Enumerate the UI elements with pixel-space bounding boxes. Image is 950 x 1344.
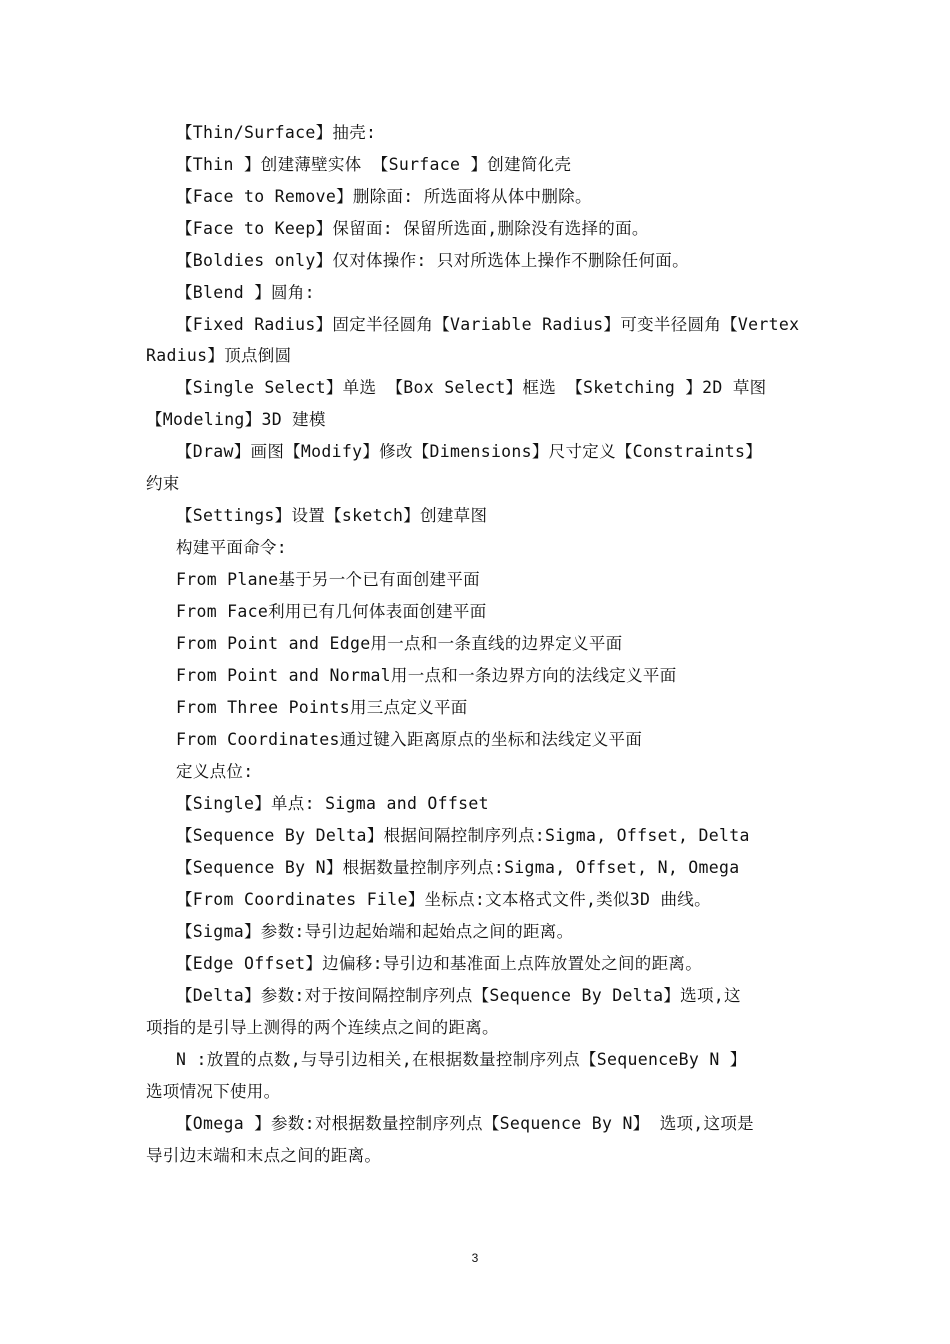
text-line: From Three Points用三点定义平面: [176, 698, 468, 717]
text-line: N :放置的点数,与导引边相关,在根据数量控制序列点【SequenceBy N 】: [176, 1050, 747, 1069]
text-line: 【Draw】画图【Modify】修改【Dimensions】尺寸定义【Constraints】: [176, 442, 763, 461]
text-line: 约束: [146, 474, 180, 493]
text-line: From Plane基于另一个已有面创建平面: [176, 570, 480, 589]
text-line: From Face利用已有几何体表面创建平面: [176, 602, 487, 621]
text-line: 【Face to Keep】保留面: 保留所选面,删除没有选择的面。: [176, 219, 649, 238]
text-line: 【Omega 】参数:对根据数量控制序列点【Sequence By N】 选项,这项是: [176, 1114, 754, 1133]
text-line: 【Blend 】圆角:: [176, 283, 315, 302]
text-line: 【Boldies only】仅对体操作: 只对所选体上操作不删除任何面。: [176, 251, 689, 270]
text-line: 【Single】单点: Sigma and Offset: [176, 794, 489, 813]
text-line: 【Sequence By N】根据数量控制序列点:Sigma, Offset, N, Omega: [176, 858, 740, 877]
text-line: 【Thin 】创建薄壁实体 【Surface 】创建简化壳: [176, 155, 572, 174]
text-line: 【Edge Offset】边偏移:导引边和基准面上点阵放置处之间的距离。: [176, 954, 703, 973]
text-line: 导引边末端和末点之间的距离。: [146, 1146, 382, 1165]
text-line: 【Face to Remove】删除面: 所选面将从体中删除。: [176, 187, 592, 206]
text-line: From Coordinates通过键入距离原点的坐标和法线定义平面: [176, 730, 643, 749]
text-line: 【Modeling】3D 建模: [146, 410, 326, 429]
text-line: 【Settings】设置【sketch】创建草图: [176, 506, 488, 525]
text-line: From Point and Normal用一点和一条边界方向的法线定义平面: [176, 666, 677, 685]
text-line: 【Single Select】单选 【Box Select】框选 【Sketching 】2D 草图: [176, 378, 767, 397]
text-line: 【Thin/Surface】抽壳:: [176, 123, 377, 142]
text-line: 项指的是引导上测得的两个连续点之间的距离。: [146, 1018, 499, 1037]
page-number: 3: [471, 1251, 479, 1265]
text-line: 选项情况下使用。: [146, 1082, 281, 1101]
text-line: 【Delta】参数:对于按间隔控制序列点【Sequence By Delta】选项,这: [176, 986, 741, 1005]
section-heading: 定义点位:: [176, 762, 254, 781]
section-heading: 构建平面命令:: [176, 538, 288, 557]
text-line: 【Sigma】参数:导引边起始端和起始点之间的距离。: [176, 922, 574, 941]
text-line: Radius】顶点倒圆: [146, 346, 292, 365]
text-line: 【Fixed Radius】固定半径圆角【Variable Radius】可变半径圆角【Vertex: [176, 315, 800, 334]
text-line: From Point and Edge用一点和一条直线的边界定义平面: [176, 634, 623, 653]
text-line: 【Sequence By Delta】根据间隔控制序列点:Sigma, Offset, Delta: [176, 826, 750, 845]
text-line: 【From Coordinates File】坐标点:文本格式文件,类似3D 曲线。: [176, 890, 711, 909]
